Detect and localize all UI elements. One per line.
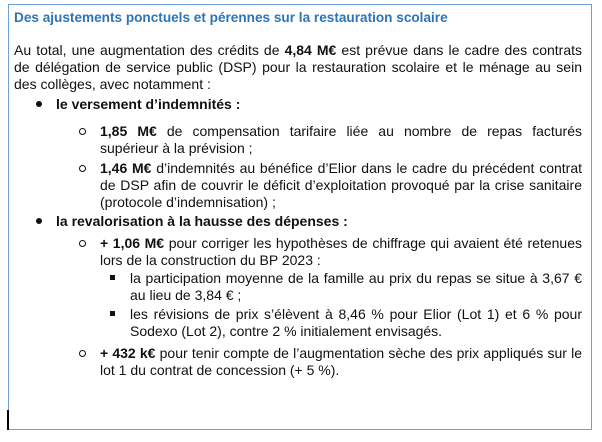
item-amount: 1,85 M€ (100, 123, 157, 139)
text-cursor (7, 410, 9, 430)
intro-text-after: est prévue dans le cadre des contrats de délégation de service public (DSP) pour la restauration scolaire et le ménage au sein des collèges, avec notamment : (14, 42, 583, 92)
list-item-augmentation-prix (100, 345, 582, 379)
intro-amount: 4,84 M€ (284, 42, 337, 58)
item-text: d’indemnités au bénéfice d’Elior dans le cadre du précédent contrat de DSP afin de couvrir le déficit d’exploitation provoqué par la crise sanitaire (protocole d’indemnisation) ; (100, 160, 582, 210)
intro-paragraph (14, 42, 582, 93)
sub-item-participation: la participation moyenne de la famille au prix du repas se situe à 3,67 € au lieu de 3,84 € ; (130, 270, 582, 304)
item-amount: 1,46 M€ (100, 160, 152, 176)
circle-bullet-icon (79, 350, 86, 357)
list-item-compensation (100, 123, 582, 157)
item-amount: + 1,06 M€ (100, 235, 165, 251)
item-text: de compensation tarifaire liée au nombre de repas facturés supérieur à la prévision ; (100, 123, 582, 156)
bullet-dot-icon (36, 101, 42, 107)
square-bullet-icon (110, 311, 115, 316)
section-title: Des ajustements ponctuels et pérennes sur la restauration scolaire (14, 10, 448, 25)
item-amount: + 432 k€ (100, 345, 156, 361)
bullet-heading-indemnites: le versement d’indemnités : (56, 96, 240, 113)
sub-item-revisions: les révisions de prix s’élèvent à 8,46 % pour Elior (Lot 1) et 6 % pour Sodexo (Lot 2), contre 2 % initialement envisagés. (130, 306, 582, 340)
circle-bullet-icon (79, 240, 86, 247)
bullet-heading-revalorisation: la revalorisation à la hausse des dépenses : (56, 213, 348, 230)
bullet-dot-icon (36, 218, 42, 224)
item-text: pour tenir compte de l’augmentation sèche des prix appliqués sur le lot 1 du contrat de concession (+ 5 %). (100, 345, 582, 378)
square-bullet-icon (110, 275, 115, 280)
circle-bullet-icon (79, 128, 86, 135)
item-text: pour corriger les hypothèses de chiffrage qui avaient été retenues lors de la construction du BP 2023 : (100, 235, 582, 268)
circle-bullet-icon (79, 165, 86, 172)
list-item-indemnites-elior (100, 160, 582, 211)
intro-text-before: Au total, une augmentation des crédits de (14, 42, 285, 58)
list-item-correction (100, 235, 582, 269)
